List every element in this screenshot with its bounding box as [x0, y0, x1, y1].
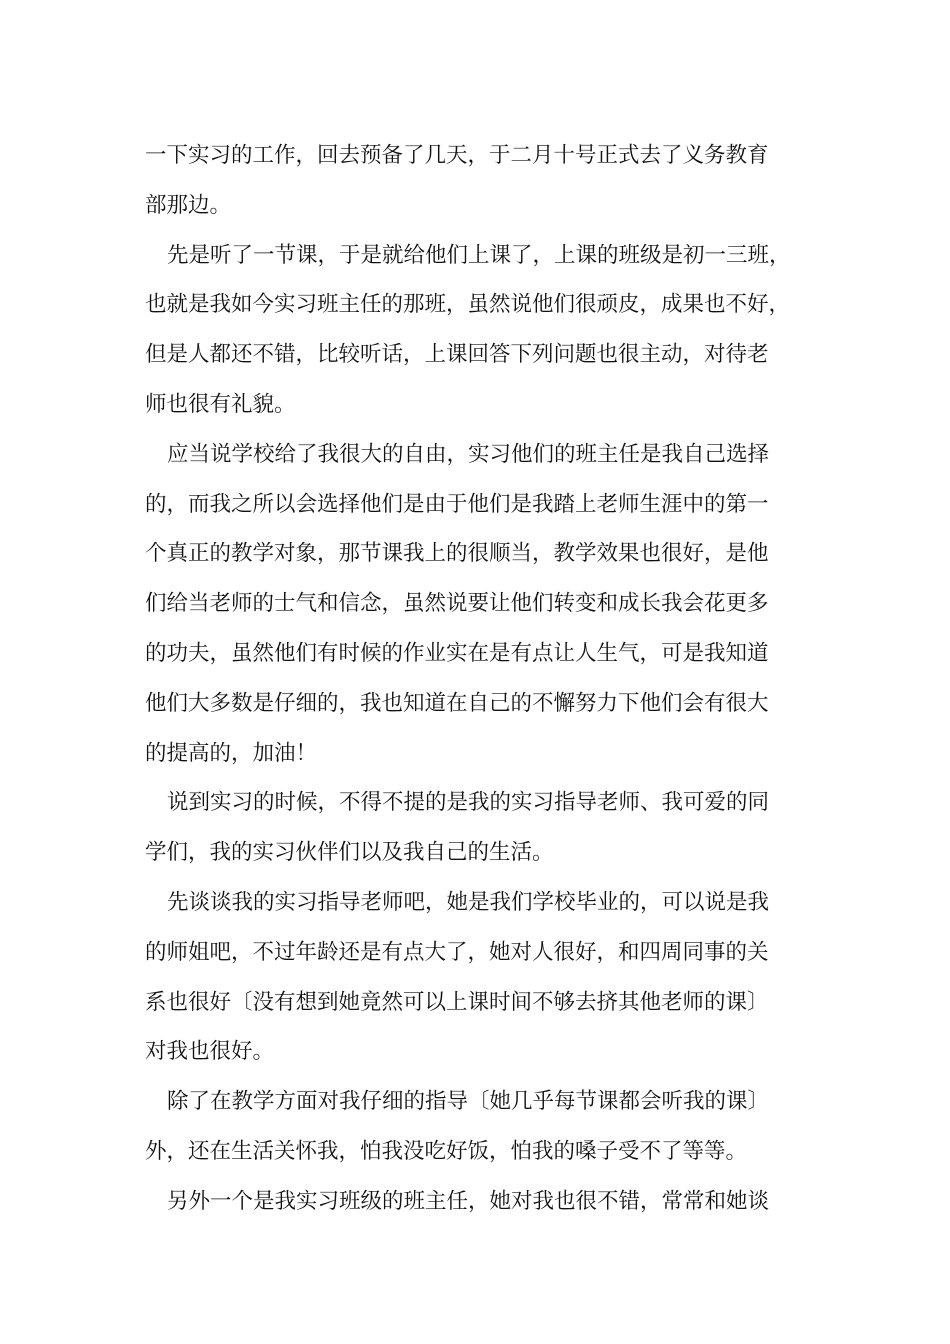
text-line: 们给当老师的士气和信念，虽然说要让他们转变和成长我会花更多 — [145, 591, 769, 617]
text-line: 的师姐吧，不过年龄还是有点大了，她对人很好，和四周同事的关 — [145, 939, 769, 965]
text-line: 也就是我如今实习班主任的那班，虽然说他们很顽皮，成果也不好， — [145, 292, 791, 318]
text-line: 先是听了一节课，于是就给他们上课了，上课的班级是初一三班， — [167, 242, 791, 268]
text-line: 的提高的，加油！ — [145, 740, 318, 766]
text-line: 另外一个是我实习班级的班主任，她对我也很不错，常常和她谈 — [167, 1188, 770, 1214]
text-line: 应当说学校给了我很大的自由，实习他们的班主任是我自己选择 — [167, 441, 770, 467]
text-line: 对我也很好。 — [145, 1039, 275, 1065]
text-line: 师也很有礼貌。 — [145, 391, 296, 417]
text-line: 外，还在生活关怀我，怕我没吃好饭，怕我的嗓子受不了等等。 — [145, 1138, 748, 1164]
text-line: 先谈谈我的实习指导老师吧，她是我们学校毕业的，可以说是我 — [167, 889, 770, 915]
text-line: 的，而我之所以会选择他们是由于他们是我踏上老师生涯中的第一 — [145, 491, 769, 517]
text-line: 除了在教学方面对我仔细的指导〔她几乎每节课都会听我的课〕 — [167, 1089, 770, 1115]
text-line: 一下实习的工作，回去预备了几天，于二月十号正式去了义务教育 — [145, 143, 769, 168]
text-line: 系也很好〔没有想到她竟然可以上课时间不够去挤其他老师的课〕 — [145, 989, 769, 1015]
text-line: 个真正的教学对象，那节课我上的很顺当，教学效果也很好，是他 — [145, 541, 769, 567]
text-line: 但是人都还不错，比较听话，上课回答下列问题也很主动，对待老 — [145, 342, 769, 368]
body-text — [145, 131, 825, 1227]
text-line: 他们大多数是仔细的，我也知道在自己的不懈努力下他们会有很大 — [145, 690, 769, 716]
text-line: 的功夫，虽然他们有时候的作业实在是有点让人生气，可是我知道 — [145, 640, 769, 666]
text-line: 学们，我的实习伙伴们以及我自己的生活。 — [145, 840, 554, 866]
text-line: 部那边。 — [145, 192, 232, 218]
text-line: 说到实习的时候，不得不提的是我的实习指导老师、我可爱的同 — [167, 790, 770, 816]
